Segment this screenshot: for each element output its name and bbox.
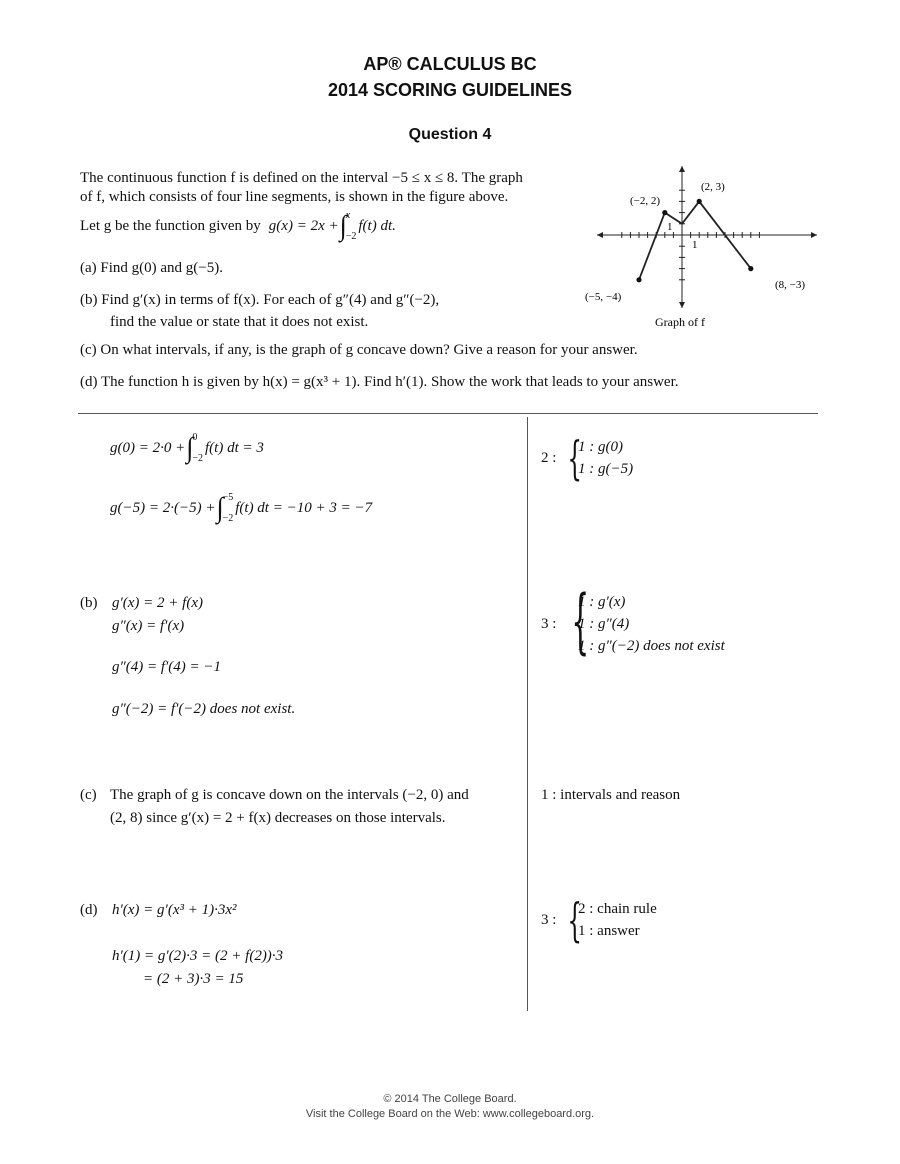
score-b-total: 3 : <box>541 616 557 632</box>
integral-sign-icon: ∫ <box>216 491 224 524</box>
prompt-part-b-line-1: (b) Find g′(x) in terms of f(x). For each of g″(4) and g″(−2), <box>80 292 440 308</box>
column-divider <box>527 417 528 1011</box>
integral-lower: −2 <box>345 231 357 242</box>
score-d-item-1: 2 : chain rule <box>578 901 657 917</box>
score-a-item-2: 1 : g(−5) <box>578 461 634 477</box>
integral-upper: x <box>345 210 351 221</box>
solution-a-line-2-right: f(t) dt = −10 + 3 = −7 <box>235 500 373 516</box>
f-point <box>662 210 667 215</box>
score-d-items <box>578 899 657 941</box>
section-divider <box>78 413 818 414</box>
score-d-item-2: 1 : answer <box>578 923 640 939</box>
point-label-2-3: (2, 3) <box>701 181 725 193</box>
integral-limits <box>192 432 203 464</box>
integral-sign-icon: ∫ <box>339 209 347 242</box>
footer-copyright: © 2014 The College Board. <box>383 1093 517 1105</box>
score-b-item-3: 1 : g″(−2) does not exist <box>578 638 725 654</box>
point-label-8-minus3: (8, −3) <box>775 279 806 291</box>
question-heading: Question 4 <box>408 126 492 143</box>
solution-b-line-1: g′(x) = 2 + f(x) <box>112 595 203 611</box>
footer-website: Visit the College Board on the Web: www.collegeboard.org. <box>305 1108 595 1120</box>
y-axis-arrow-up <box>679 166 685 172</box>
score-c-text: 1 : intervals and reason <box>541 787 681 803</box>
integral-limits <box>223 492 234 524</box>
solution-d-line-1: h′(x) = g′(x³ + 1)·3x² <box>112 902 237 918</box>
brace-icon: { <box>571 580 590 662</box>
f-point <box>697 199 702 204</box>
score-a-item-1: 1 : g(0) <box>578 439 623 455</box>
prompt-intro-line-2: of f, which consists of four line segments, is shown in the figure above. <box>80 189 509 205</box>
unit-label-x: 1 <box>692 239 698 251</box>
prompt-definition <box>80 208 396 244</box>
brace-icon: { <box>567 893 582 947</box>
solution-a-line-2-left: g(−5) = 2·(−5) + <box>110 500 216 516</box>
solution-a-line-1-left: g(0) = 2·0 + <box>110 440 186 456</box>
integral-upper: 0 <box>192 432 198 443</box>
solution-d-label: (d) <box>80 902 98 918</box>
y-axis-arrow-down <box>679 302 685 308</box>
prompt-part-b-line-2: find the value or state that it does not exist. <box>110 314 369 330</box>
prompt-definition-text: Let g be the function given by <box>80 218 261 234</box>
solution-b-label: (b) <box>80 595 98 611</box>
solution-b-line-3: g″(4) = f′(4) = −1 <box>112 659 222 675</box>
prompt-definition-math: g(x) = 2x + <box>268 218 339 234</box>
point-label-minus5-minus4: (−5, −4) <box>585 291 622 303</box>
integral-sign-icon: ∫ <box>186 431 194 464</box>
solution-c-label: (c) <box>80 787 97 803</box>
point-label-minus2-2: (−2, 2) <box>630 195 661 207</box>
prompt-definition-tail: f(t) dt. <box>358 218 396 234</box>
integral-lower: −2 <box>222 513 234 524</box>
f-point <box>748 266 753 271</box>
prompt-part-c: (c) On what intervals, if any, is the graph of g concave down? Give a reason for your answer. <box>80 342 638 358</box>
graph-of-f <box>575 160 825 335</box>
score-d-total: 3 : <box>541 912 557 928</box>
prompt-intro-line-1: The continuous function f is defined on the interval −5 ≤ x ≤ 8. The graph <box>80 170 523 186</box>
f-point <box>636 277 641 282</box>
solution-a-line-1 <box>110 430 264 466</box>
title-line-1: AP® CALCULUS BC <box>363 54 537 74</box>
score-b-item-1: 1 : g′(x) <box>578 594 626 610</box>
brace-icon: { <box>567 431 582 485</box>
solution-c-line-1: The graph of g is concave down on the intervals (−2, 0) and <box>110 787 469 803</box>
solution-d-line-3: = (2 + 3)·3 = 15 <box>143 971 244 987</box>
x-axis-arrow-right <box>811 232 817 238</box>
solution-d-line-2: h′(1) = g′(2)·3 = (2 + f(2))·3 <box>112 948 284 964</box>
x-axis-arrow-left <box>597 232 603 238</box>
graph-caption: Graph of f <box>655 315 705 329</box>
solution-c-line-2: (2, 8) since g′(x) = 2 + f(x) decreases on those intervals. <box>110 810 446 826</box>
score-b-item-2: 1 : g″(4) <box>578 616 630 632</box>
unit-label-y: 1 <box>667 221 673 233</box>
solution-a-line-2 <box>110 490 372 526</box>
score-b-items <box>578 592 725 656</box>
integral-lower: −2 <box>192 453 203 464</box>
integral-upper: −5 <box>222 492 234 503</box>
solution-b-line-2: g″(x) = f′(x) <box>112 618 185 634</box>
title-line-2: 2014 SCORING GUIDELINES <box>327 80 573 100</box>
prompt-part-d: (d) The function h is given by h(x) = g(x³ + 1). Find h′(1). Show the work that leads to your answer. <box>80 374 679 390</box>
prompt-part-a: (a) Find g(0) and g(−5). <box>80 260 224 276</box>
score-a-total: 2 : <box>541 450 557 466</box>
score-a-items <box>578 437 633 479</box>
solution-a-line-1-right: f(t) dt = 3 <box>205 440 264 456</box>
solution-b-line-4: g″(−2) = f′(−2) does not exist. <box>112 701 296 717</box>
integral-limits <box>346 210 357 242</box>
